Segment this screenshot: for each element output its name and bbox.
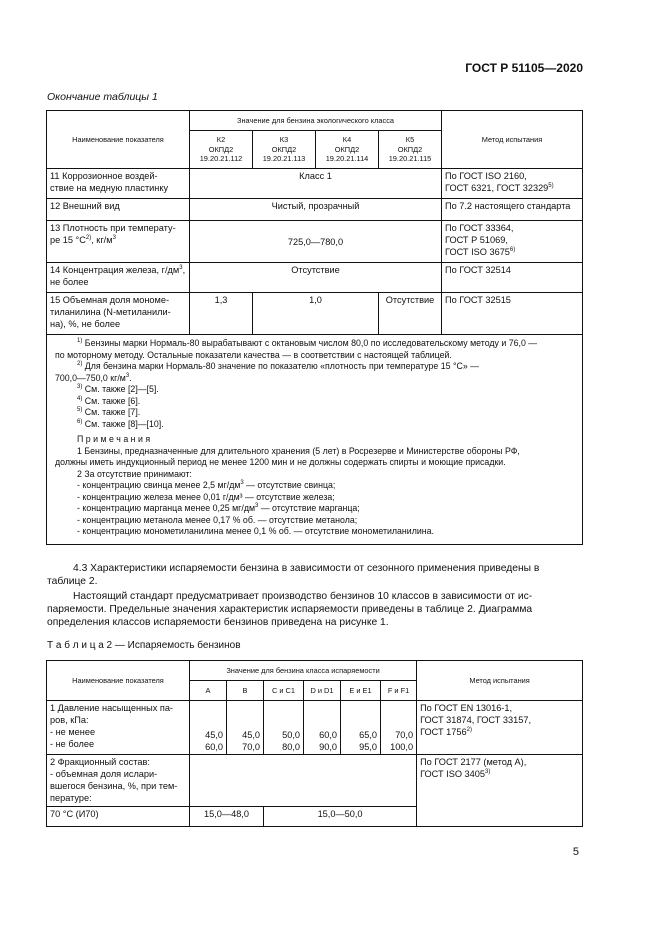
row-value: 725,0—780,0: [190, 221, 442, 263]
col-header-method: Метод испытания: [417, 661, 583, 701]
notes-title: П р и м е ч а н и я: [77, 434, 151, 444]
class-header-k4: К4 ОКПД2 19.20.21.114: [316, 131, 379, 169]
class-header-k3: К3 ОКПД2 19.20.21.113: [253, 131, 316, 169]
paragraph-4-3: 4.3 Характеристики испаряемости бензина в зависимости от сезонного применения приведены в таблице 2.: [47, 563, 540, 587]
paragraph-classes: Настоящий стандарт предусматривает производство бензинов 10 классов в зависимости от ис- паряемости. Предельные значения характеристик испаряемости приведены в таблице 2. Диаграмма определения классов испаряемости бензинов приведена на рисунке 1.: [47, 591, 533, 628]
col-header-method: Метод испытания: [442, 111, 583, 169]
class-header-c: С и С1: [264, 681, 304, 701]
table-row: [47, 263, 583, 293]
row-name: 15 Объемная доля мономе- тиланилина (N-метиланили- на), %, не более: [47, 293, 190, 335]
row-method: По ГОСТ ISO 2160, ГОСТ 6321, ГОСТ 32329$^{5)}$: [442, 169, 583, 199]
value-cell: 45,0 60,0: [190, 701, 227, 755]
col-header-value: Значение для бензина класса испаряемости: [190, 661, 417, 681]
row-method: По ГОСТ 33364, ГОСТ Р 51069, ГОСТ ISO 3675$^{6)}$: [442, 221, 583, 263]
row-name: 2 Фракционный состав: - объемная доля ислари- вшегося бензина, %, при тем- пературе:: [47, 755, 190, 807]
row-name: 70 °С (И70): [47, 807, 190, 827]
class-header-f: F и F1: [381, 681, 417, 701]
footnotes-row: [47, 335, 583, 545]
value-cell-c-f: 15,0—50,0: [264, 807, 417, 827]
class-header-e: Е и Е1: [341, 681, 381, 701]
table-row: [47, 293, 583, 335]
class-header-k5: К5 ОКПД2 19.20.21.115: [379, 131, 442, 169]
table-row: [47, 755, 583, 807]
row-value-k5: Отсутствие: [379, 293, 442, 335]
row-value: Чистый, прозрачный: [190, 199, 442, 221]
row-value-k3-k4: 1,0: [253, 293, 379, 335]
class-header-d: D и D1: [304, 681, 341, 701]
table-2: [46, 660, 583, 827]
row-value: Отсутствие: [190, 263, 442, 293]
value-cell-a-b: 15,0—48,0: [190, 807, 264, 827]
table-row: [47, 701, 583, 755]
col-header-name: Наименование показателя: [47, 111, 190, 169]
col-header-value: Значение для бензина экологического класса: [190, 111, 442, 131]
col-header-name: Наименование показателя: [47, 661, 190, 701]
class-header-k2: К2 ОКПД2 19.20.21.112: [190, 131, 253, 169]
table-continuation-caption: Окончание таблицы 1: [47, 91, 158, 103]
value-cell: 60,0 90,0: [304, 701, 341, 755]
table-2-caption: Т а б л и ц а 2 — Испаряемость бензинов: [47, 640, 241, 651]
table-row: [47, 169, 583, 199]
row-name: 13 Плотность при температу- ре 15 $^\circ С^{2)}$, $кг/м^3$: [47, 221, 190, 263]
standard-number: ГОСТ Р 51105—2020: [465, 61, 583, 75]
class-header-a: А: [190, 681, 227, 701]
table-row: [47, 199, 583, 221]
row-method: По 7.2 настоящего стандарта: [442, 199, 583, 221]
table-row: [47, 221, 583, 263]
row-method: По ГОСТ EN 13016-1, ГОСТ 31874, ГОСТ 33157, ГОСТ 1756$^{2)}$: [417, 701, 583, 755]
row-value-k2: 1,3: [190, 293, 253, 335]
row-method: По ГОСТ 32514: [442, 263, 583, 293]
row-value: [190, 755, 417, 807]
row-method: По ГОСТ 2177 (метод А), ГОСТ ISO 3405$^{3)}$: [417, 755, 583, 827]
row-value: Класс 1: [190, 169, 442, 199]
row-method: По ГОСТ 32515: [442, 293, 583, 335]
value-cell: 70,0 100,0: [381, 701, 417, 755]
row-name: 1 Давление насыщенных па- ров, кПа: - не менее - не более: [47, 701, 190, 755]
table-footnotes: $^{1)}$ Бензины марки Нормаль-80 вырабатывают с октановым числом 80,0 по исследовательскому методу и 76,0 — по моторному методу. Остальные показатели качества — в соответствии с настоящей таблицей. $^{2)}$ Для бензина марки Нормаль-80 значение по показателю «плотность при температуре 15 °С» — 700,0—750,0 $кг/м^3$. $^{3)}$ См. также [2]—[5]. $^{4)}$ См. также [6]. $^{5)}$ См. также [7]. $^{6)}$ См. также [8]—[10]. П р и м е ч а н и я 1 Бензины, предназначенные для длительного хранения (5 лет) в Росрезерве и Министерстве обороны РФ, должны иметь индукционный период не менее 1200 мин и не должны содержать спирты и моющие присадки. 2 За отсутствие принимают: - концентрацию свинца менее 2,5 $мг/дм^3$ — отсутствие свинца; - концентрацию железа менее 0,01 г/дм³ — отсутствие железа; - концентрацию марганца менее 0,25 $мг/дм^3$ — отсутствие марганца; - концентрацию метанола менее 0,17 % об. — отсутствие метанола; - концентрацию монометиланилина менее 0,1 % об. — отсутствие монометиланилина.: [47, 335, 583, 545]
value-cell: 65,0 95,0: [341, 701, 381, 755]
value-cell: 50,0 80,0: [264, 701, 304, 755]
row-name: 11 Коррозионное воздей- ствие на медную пластинку: [47, 169, 190, 199]
table-1: [46, 110, 583, 545]
class-header-b: В: [227, 681, 264, 701]
page-number: 5: [572, 846, 579, 858]
row-name: 14 Концентрация железа, $г/дм^3$, не более: [47, 263, 190, 293]
value-cell: 45,0 70,0: [227, 701, 264, 755]
row-name: 12 Внешний вид: [47, 199, 190, 221]
